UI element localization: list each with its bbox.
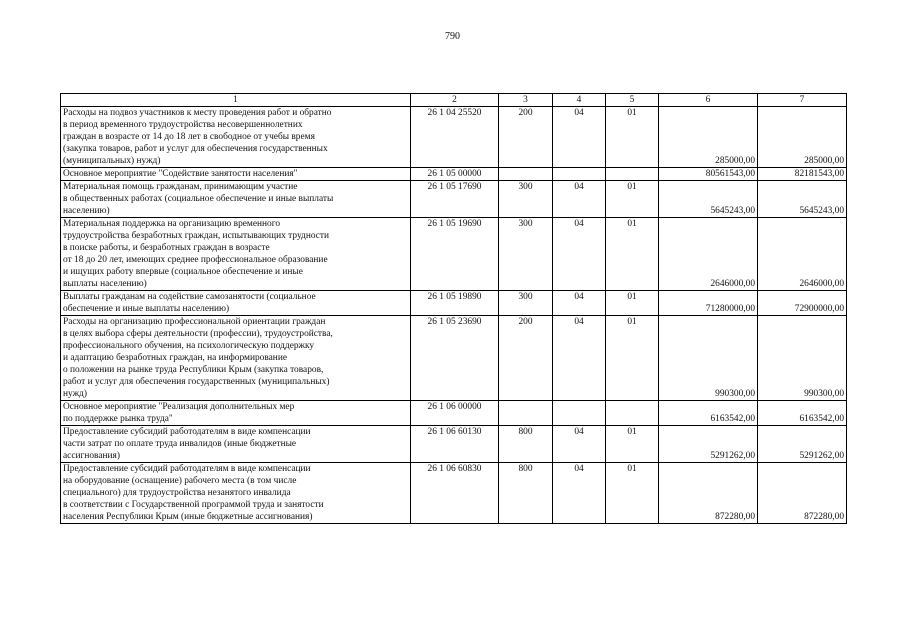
expense-type-cell: 300 bbox=[499, 291, 553, 316]
budget-table bbox=[60, 93, 847, 524]
amount-year-2-cell: 872280,00 bbox=[758, 463, 847, 524]
amount-year-1-cell: 5645243,00 bbox=[659, 181, 758, 218]
table-row bbox=[61, 401, 847, 426]
expense-name-cell: Расходы на подвоз участников к месту проведения работ и обратно в период временного трудоустройства несовершеннолетних граждан в возрасте от 14 до 18 лет в свободное от учебы время (закупка товаров, работ и услуг для обеспечения государственных (муниципальных) нужд) bbox=[61, 107, 411, 168]
target-code-cell: 26 1 06 60830 bbox=[411, 463, 499, 524]
section-cell: 04 bbox=[553, 463, 606, 524]
section-cell: 04 bbox=[553, 291, 606, 316]
target-code-cell: 26 1 06 60130 bbox=[411, 426, 499, 463]
amount-year-1-cell: 71280000,00 bbox=[659, 291, 758, 316]
expense-name-cell: Предоставление субсидий работодателям в виде компенсации части затрат по оплате труда инвалидов (иные бюджетные ассигнования) bbox=[61, 426, 411, 463]
section-cell bbox=[553, 401, 606, 426]
target-code-cell: 26 1 05 00000 bbox=[411, 168, 499, 181]
expense-name-cell: Материальная помощь гражданам, принимающим участие в общественных работах (социальное обеспечение и иные выплаты населению) bbox=[61, 181, 411, 218]
amount-year-1-cell: 5291262,00 bbox=[659, 426, 758, 463]
amount-year-2-cell: 2646000,00 bbox=[758, 218, 847, 291]
table-row bbox=[61, 218, 847, 291]
amount-year-2-cell: 82181543,00 bbox=[758, 168, 847, 181]
expense-name-cell: Расходы на организацию профессиональной ориентации граждан в целях выбора сферы деятельности (профессии), трудоустройства, профессионального обучения, на психологическую поддержку и адаптацию безработных граждан, на информирование о положении на рынке труда Республики Крым (закупка товаров, работ и услуг для обеспечения государственных (муниципальных) нужд) bbox=[61, 316, 411, 401]
column-header: 4 bbox=[553, 94, 606, 107]
page-number: 790 bbox=[445, 31, 460, 42]
expense-type-cell: 300 bbox=[499, 218, 553, 291]
amount-year-1-cell: 6163542,00 bbox=[659, 401, 758, 426]
target-code-cell: 26 1 05 23690 bbox=[411, 316, 499, 401]
section-cell: 04 bbox=[553, 218, 606, 291]
expense-name-cell: Основное мероприятие "Содействие занятости населения" bbox=[61, 168, 411, 181]
subsection-cell bbox=[606, 168, 659, 181]
expense-name-cell: Предоставление субсидий работодателям в виде компенсации на оборудование (оснащение) рабочего места (в том числе специального) для трудоустройства незанятого инвалида в соответствии с Государственной программой труда и занятости населения Республики Крым (иные бюджетные ассигнования) bbox=[61, 463, 411, 524]
expense-type-cell bbox=[499, 401, 553, 426]
expense-name-cell: Выплаты гражданам на содействие самозанятости (социальное обеспечение и иные выплаты населению) bbox=[61, 291, 411, 316]
table-row bbox=[61, 181, 847, 218]
amount-year-1-cell: 80561543,00 bbox=[659, 168, 758, 181]
column-number-row bbox=[61, 94, 847, 107]
amount-year-2-cell: 6163542,00 bbox=[758, 401, 847, 426]
amount-year-2-cell: 5645243,00 bbox=[758, 181, 847, 218]
amount-year-2-cell: 72900000,00 bbox=[758, 291, 847, 316]
expense-type-cell: 200 bbox=[499, 107, 553, 168]
column-header: 6 bbox=[659, 94, 758, 107]
column-header: 7 bbox=[758, 94, 847, 107]
section-cell: 04 bbox=[553, 107, 606, 168]
subsection-cell bbox=[606, 401, 659, 426]
section-cell: 04 bbox=[553, 426, 606, 463]
target-code-cell: 26 1 06 00000 bbox=[411, 401, 499, 426]
subsection-cell: 01 bbox=[606, 426, 659, 463]
section-cell bbox=[553, 168, 606, 181]
subsection-cell: 01 bbox=[606, 316, 659, 401]
column-header: 2 bbox=[411, 94, 499, 107]
table-row bbox=[61, 426, 847, 463]
expense-name-cell: Основное мероприятие "Реализация дополнительных мер по поддержке рынка труда" bbox=[61, 401, 411, 426]
amount-year-1-cell: 285000,00 bbox=[659, 107, 758, 168]
subsection-cell: 01 bbox=[606, 181, 659, 218]
expense-type-cell bbox=[499, 168, 553, 181]
expense-name-cell: Материальная поддержка на организацию временного трудоустройства безработных граждан, испытывающих трудности в поиске работы, и безработных граждан в возрасте от 18 до 20 лет, имеющих среднее профессиональное образование и ищущих работу впервые (социальное обеспечение и иные выплаты населению) bbox=[61, 218, 411, 291]
target-code-cell: 26 1 05 19690 bbox=[411, 218, 499, 291]
target-code-cell: 26 1 05 19890 bbox=[411, 291, 499, 316]
target-code-cell: 26 1 05 17690 bbox=[411, 181, 499, 218]
expense-type-cell: 800 bbox=[499, 463, 553, 524]
column-header: 5 bbox=[606, 94, 659, 107]
subsection-cell: 01 bbox=[606, 218, 659, 291]
subsection-cell: 01 bbox=[606, 107, 659, 168]
section-cell: 04 bbox=[553, 181, 606, 218]
target-code-cell: 26 1 04 25520 bbox=[411, 107, 499, 168]
column-header: 3 bbox=[499, 94, 553, 107]
expense-type-cell: 800 bbox=[499, 426, 553, 463]
table-row bbox=[61, 316, 847, 401]
subsection-cell: 01 bbox=[606, 463, 659, 524]
amount-year-2-cell: 285000,00 bbox=[758, 107, 847, 168]
amount-year-1-cell: 2646000,00 bbox=[659, 218, 758, 291]
table-row bbox=[61, 463, 847, 524]
amount-year-1-cell: 872280,00 bbox=[659, 463, 758, 524]
amount-year-2-cell: 990300,00 bbox=[758, 316, 847, 401]
expense-type-cell: 200 bbox=[499, 316, 553, 401]
amount-year-2-cell: 5291262,00 bbox=[758, 426, 847, 463]
expense-type-cell: 300 bbox=[499, 181, 553, 218]
column-header: 1 bbox=[61, 94, 411, 107]
section-cell: 04 bbox=[553, 316, 606, 401]
table-row bbox=[61, 107, 847, 168]
subsection-cell: 01 bbox=[606, 291, 659, 316]
table-row bbox=[61, 291, 847, 316]
amount-year-1-cell: 990300,00 bbox=[659, 316, 758, 401]
table-row bbox=[61, 168, 847, 181]
